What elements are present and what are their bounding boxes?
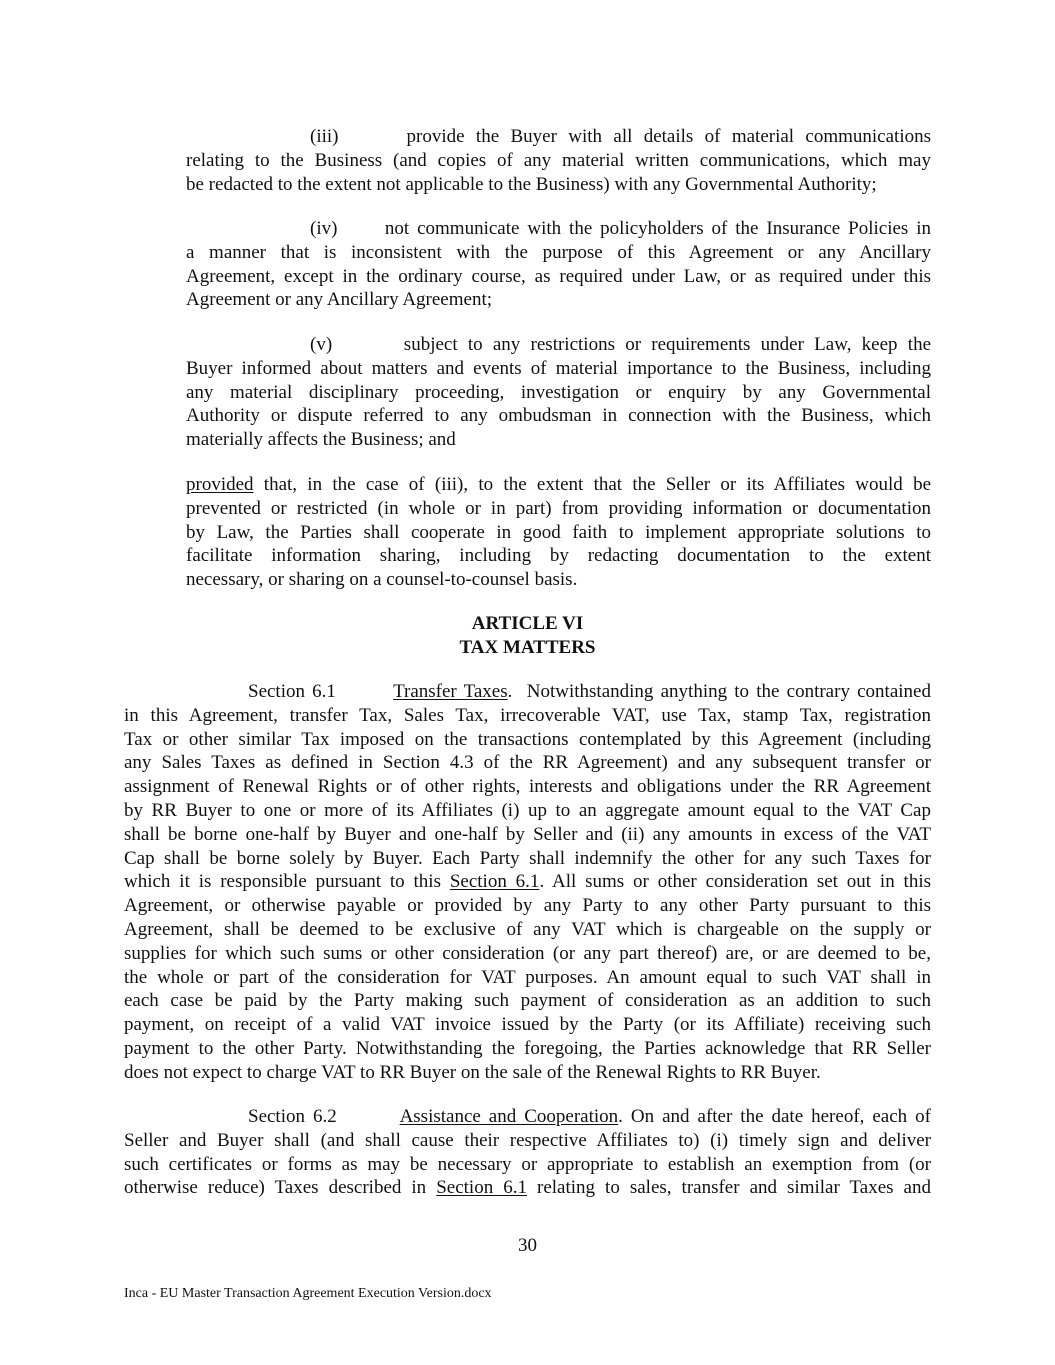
section-line: by RR Buyer to one or more of its Affiliates (i) up to an aggregate amount equal to the VAT Cap bbox=[124, 799, 931, 821]
article-title: TAX MATTERS bbox=[459, 637, 596, 658]
section-line: shall be borne one-half by Buyer and one-half by Seller and (ii) any amounts in excess of the VAT bbox=[124, 823, 931, 845]
clause-line: be redacted to the extent not applicable to the Business) with any Governmental Authority; bbox=[186, 173, 877, 195]
clause-line: (iv) not communicate with the policyholders of the Insurance Policies in bbox=[310, 218, 931, 239]
document-footer: Inca - EU Master Transaction Agreement Execution Version.docx bbox=[124, 1286, 492, 1301]
section-text: otherwise reduce) Taxes described in bbox=[124, 1177, 437, 1199]
section-line bbox=[124, 680, 931, 704]
article-number: ARTICLE VI bbox=[471, 613, 584, 634]
section-number: Section 6.2 bbox=[248, 1106, 337, 1127]
section-6-2 bbox=[124, 1105, 931, 1200]
proviso-text: that, in the case of (iii), to the extent that the Seller or its Affiliates would be bbox=[253, 474, 931, 495]
clause-line: (iii) provide the Buyer with all details of material communications bbox=[310, 126, 931, 147]
clause-line: Agreement or any Ancillary Agreement; bbox=[186, 289, 493, 311]
proviso-line bbox=[186, 473, 931, 497]
section-line: assignment of Renewal Rights or of other rights, interests and obligations under the RR Agreement bbox=[124, 776, 931, 798]
proviso-line: facilitate information sharing, including by redacting documentation to the extent bbox=[186, 545, 931, 567]
clause-line: any material disciplinary proceeding, investigation or enquiry by any Governmental bbox=[186, 381, 931, 403]
section-line: Agreement, shall be deemed to be exclusive of any VAT which is chargeable on the supply or bbox=[124, 918, 931, 940]
section-line: the whole or part of the consideration for VAT purposes. An amount equal to such VAT shall in bbox=[124, 966, 931, 988]
clause-line: a manner that is inconsistent with the purpose of this Agreement or any Ancillary bbox=[186, 241, 931, 263]
section-line: does not expect to charge VAT to RR Buyer on the sale of the Renewal Rights to RR Buyer. bbox=[124, 1061, 821, 1083]
section-line bbox=[124, 1105, 931, 1129]
section-line bbox=[124, 1176, 931, 1200]
section-line: supplies for which such sums or other consideration (or any part thereof) are, or are deemed to be, bbox=[124, 942, 931, 964]
section-text: . All sums or other consideration set out in this bbox=[539, 871, 931, 893]
section-6-1-reference-link[interactable]: Section 6.1 bbox=[449, 871, 540, 893]
clause-v bbox=[186, 333, 931, 452]
clause-line: (v) subject to any restrictions or requirements under Law, keep the bbox=[310, 334, 931, 355]
section-heading: Assistance and Cooperation bbox=[399, 1106, 619, 1127]
proviso-term: provided bbox=[186, 474, 254, 495]
clause-line: Authority or dispute referred to any ombudsman in connection with the Business, which bbox=[186, 405, 931, 427]
section-line: such certificates or forms as may be necessary or appropriate to establish an exemption from (or bbox=[124, 1153, 931, 1175]
proviso-line: necessary, or sharing on a counsel-to-counsel basis. bbox=[186, 569, 578, 591]
proviso-paragraph bbox=[186, 473, 931, 592]
section-line: payment to the other Party. Notwithstanding the foregoing, the Parties acknowledge that RR Seller bbox=[124, 1037, 931, 1059]
section-line: payment, on receipt of a valid VAT invoice issued by the Party (or its Affiliate) receiving such bbox=[124, 1014, 931, 1036]
section-line: each case be paid by the Party making such payment of consideration as an addition to such bbox=[124, 990, 931, 1012]
section-text: which it is responsible pursuant to this bbox=[124, 871, 450, 893]
section-heading: Transfer Taxes bbox=[393, 681, 508, 702]
section-number: Section 6.1 bbox=[248, 681, 336, 702]
section-text: relating to sales, transfer and similar Taxes and bbox=[526, 1177, 931, 1199]
section-line: Tax or other similar Tax imposed on the transactions contemplated by this Agreement (including bbox=[124, 728, 931, 750]
section-text: . On and after the date hereof, each of bbox=[618, 1106, 931, 1127]
clause-line: relating to the Business (and copies of any material written communications, which may bbox=[186, 149, 931, 171]
clause-line: materially affects the Business; and bbox=[186, 429, 456, 451]
clause-line: Agreement, except in the ordinary course, as required under Law, or as required under this bbox=[186, 265, 931, 287]
clause-iii bbox=[186, 125, 931, 196]
section-6-1-reference-link[interactable]: Section 6.1 bbox=[436, 1177, 527, 1199]
section-line: Seller and Buyer shall (and shall cause their respective Affiliates to) (i) timely sign and deliver bbox=[124, 1129, 931, 1151]
clause-iv bbox=[186, 217, 931, 312]
section-line: Agreement, or otherwise payable or provided by any Party to any other Party pursuant to this bbox=[124, 895, 931, 917]
proviso-line: prevented or restricted (in whole or in part) from providing information or documentation bbox=[186, 497, 931, 519]
page-number: 30 bbox=[518, 1235, 537, 1256]
section-line bbox=[124, 870, 931, 894]
section-text: . Notwithstanding anything to the contrary contained bbox=[507, 681, 931, 702]
section-line: Cap shall be borne solely by Buyer. Each Party shall indemnify the other for any such Taxes for bbox=[124, 847, 931, 869]
proviso-line: by Law, the Parties shall cooperate in good faith to implement appropriate solutions to bbox=[186, 521, 931, 543]
section-line: any Sales Taxes as defined in Section 4.3 of the RR Agreement) and any subsequent transfer or bbox=[124, 752, 931, 774]
section-line: in this Agreement, transfer Tax, Sales Tax, irrecoverable VAT, use Tax, stamp Tax, registration bbox=[124, 704, 931, 726]
section-6-1 bbox=[124, 680, 931, 1085]
clause-line: Buyer informed about matters and events of material importance to the Business, including bbox=[186, 357, 931, 379]
